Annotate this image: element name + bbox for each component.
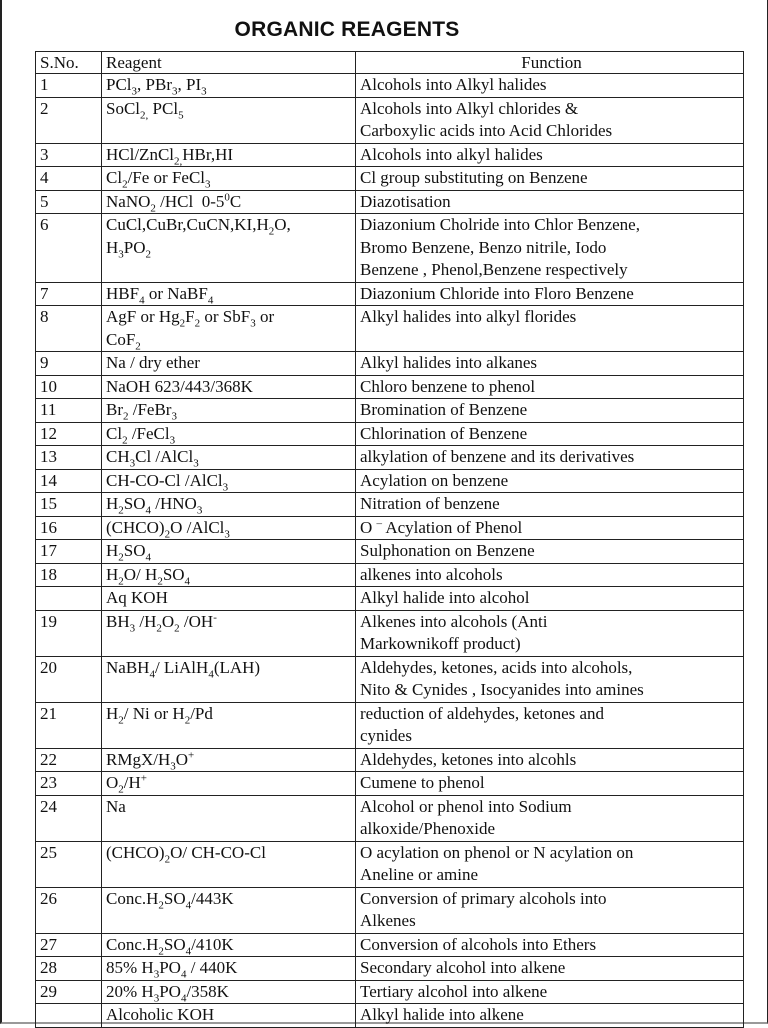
row-sno: 25 [36,841,102,887]
row-reagent: $H_2O/$ $H_2SO_4$ [102,563,356,587]
row-function: Acylation on benzene [356,469,744,493]
row-reagent: Na / dry ether [102,352,356,376]
row-sno: 24 [36,795,102,841]
table-row [36,702,744,748]
table-body [36,74,744,1028]
table-row [36,214,744,283]
row-function: Bromination of Benzene [356,399,744,423]
column-header-reagent: Reagent [102,52,356,74]
row-reagent: $CH_3Cl$ /AlCl$_3$ [102,446,356,470]
row-reagent: Alcoholic KOH [102,1004,356,1028]
row-function: Nitration of benzene [356,493,744,517]
table-row [36,887,744,933]
row-sno: 29 [36,980,102,1004]
row-sno: 6 [36,214,102,283]
row-function: Alcohols into Alkyl halides [356,74,744,98]
table-row [36,422,744,446]
row-reagent: Na [102,795,356,841]
row-function: Alkyl halides into alkyl florides [356,306,744,352]
row-reagent: SoCl$_{2,}$ PCl$_5$ [102,97,356,143]
row-function: Diazonium Cholride into Chlor Benzene, Bromo Benzene, Benzo nitrile, Iodo Benzene , Phenol,Benzene respectively [356,214,744,283]
table-row [36,143,744,167]
row-reagent: $CuCl,CuBr,CuCN,KI,H_2O$, $H_3PO_2$ [102,214,356,283]
table-row [36,957,744,981]
row-sno: 23 [36,772,102,796]
row-function: O acylation on phenol or N acylation on Aneline or amine [356,841,744,887]
row-function: Conversion of primary alcohols into Alkenes [356,887,744,933]
row-reagent: $O_2/H^+$ [102,772,356,796]
row-function: reduction of aldehydes, ketones and cynides [356,702,744,748]
table-row [36,748,744,772]
row-function: O – Acylation of Phenol [356,516,744,540]
row-reagent: NaOH 623/443/368K [102,375,356,399]
table-row [36,399,744,423]
row-function: Alcohols into Alkyl chlorides & Carboxylic acids into Acid Chlorides [356,97,744,143]
table-row [36,306,744,352]
row-reagent: $Cl_2$ /FeCl$_3$ [102,422,356,446]
table-row [36,516,744,540]
row-reagent: CH-CO-Cl /AlCl$_3$ [102,469,356,493]
row-function: Alkyl halide into alcohol [356,587,744,611]
row-reagent: $H_2SO_4$ $/HNO_3$ [102,493,356,517]
row-sno [36,1004,102,1028]
row-sno: 18 [36,563,102,587]
row-sno: 13 [36,446,102,470]
table-row [36,190,744,214]
table-row [36,933,744,957]
row-function: Secondary alcohol into alkene [356,957,744,981]
row-reagent: NaNO$_2$ /HCl $0-5^0C$ [102,190,356,214]
table-row [36,610,744,656]
row-reagent: $H_2SO_4$ [102,540,356,564]
row-sno: 28 [36,957,102,981]
table-row [36,772,744,796]
row-sno: 4 [36,167,102,191]
table-row [36,282,744,306]
row-sno: 3 [36,143,102,167]
row-function: Tertiary alcohol into alkene [356,980,744,1004]
row-function: alkylation of benzene and its derivatives [356,446,744,470]
row-function: Alkyl halides into alkanes [356,352,744,376]
row-reagent: $Conc.H_2SO_4/443K$ [102,887,356,933]
table-row [36,97,744,143]
table-row [36,795,744,841]
row-sno: 19 [36,610,102,656]
table-row [36,167,744,191]
table-row [36,493,744,517]
row-reagent: $HBF_4$ or NaBF$_4$ [102,282,356,306]
row-function: Alkenes into alcohols (Anti Markownikoff product) [356,610,744,656]
row-reagent: 20% $H_3PO_4/358K$ [102,980,356,1004]
row-sno: 8 [36,306,102,352]
column-header-function: Function [356,52,744,74]
row-reagent: $BH_3$ $/H_2O_2$ /OH- [102,610,356,656]
table-row [36,563,744,587]
row-sno: 22 [36,748,102,772]
row-function: Diazonium Chloride into Floro Benzene [356,282,744,306]
row-function: Aldehydes, ketones into alcohls [356,748,744,772]
table-row [36,587,744,611]
row-function: Chlorination of Benzene [356,422,744,446]
row-sno: 9 [36,352,102,376]
row-reagent: $H_2/$ Ni or $H_2/Pd$ [102,702,356,748]
table-row [36,980,744,1004]
page-title: ORGANIC REAGENTS [234,18,460,41]
row-reagent: RMgX/$H_3O^+$ [102,748,356,772]
row-function: Cl group substituting on Benzene [356,167,744,191]
row-sno: 15 [36,493,102,517]
row-sno: 17 [36,540,102,564]
row-reagent: $Conc.H_2SO_4/410K$ [102,933,356,957]
row-function: Aldehydes, ketones, acids into alcohols, Nito & Cynides , Isocyanides into amines [356,656,744,702]
table-row [36,74,744,98]
row-function: Alkyl halide into alkene [356,1004,744,1028]
row-sno: 20 [36,656,102,702]
reagents-table [35,51,744,1028]
row-sno: 27 [36,933,102,957]
row-function: Chloro benzene to phenol [356,375,744,399]
table-header-row [36,52,744,74]
row-reagent: AgF or $Hg_2F_2$ or SbF$_3$ or CoF$_2$ [102,306,356,352]
table-row [36,1004,744,1028]
row-reagent: $Br_2$ /FeBr$_3$ [102,399,356,423]
table-row [36,656,744,702]
row-sno: 14 [36,469,102,493]
row-sno: 26 [36,887,102,933]
row-function: Sulphonation on Benzene [356,540,744,564]
row-sno: 7 [36,282,102,306]
row-sno: 16 [36,516,102,540]
row-reagent: $(CHCO)_2O$ /AlCl$_3$ [102,516,356,540]
row-reagent: $Cl_2/Fe$ or FeCl$_3$ [102,167,356,191]
row-sno: 2 [36,97,102,143]
table-row [36,352,744,376]
row-sno: 1 [36,74,102,98]
row-sno: 12 [36,422,102,446]
table-row [36,540,744,564]
row-function: Cumene to phenol [356,772,744,796]
row-sno: 21 [36,702,102,748]
row-sno: 11 [36,399,102,423]
table-row [36,841,744,887]
table-row [36,375,744,399]
column-header-sno: S.No. [36,52,102,74]
row-sno: 5 [36,190,102,214]
row-reagent: NaBH$_4$/ LiAlH$_4$(LAH) [102,656,356,702]
table-row [36,469,744,493]
row-sno [36,587,102,611]
row-function: Alcohol or phenol into Sodium alkoxide/Phenoxide [356,795,744,841]
row-reagent: PCl$_3$, PBr$_3$, $PI_3$ [102,74,356,98]
row-reagent: HCl/ZnCl$_{2,}$HBr,HI [102,143,356,167]
table-row [36,446,744,470]
row-function: Conversion of alcohols into Ethers [356,933,744,957]
row-function: Diazotisation [356,190,744,214]
row-function: Alcohols into alkyl halides [356,143,744,167]
row-reagent: Aq KOH [102,587,356,611]
row-function: alkenes into alcohols [356,563,744,587]
row-reagent: $(CHCO)_2O/$ CH-CO-Cl [102,841,356,887]
row-reagent: 85% $H_3PO_4 / 440K$ [102,957,356,981]
row-sno: 10 [36,375,102,399]
